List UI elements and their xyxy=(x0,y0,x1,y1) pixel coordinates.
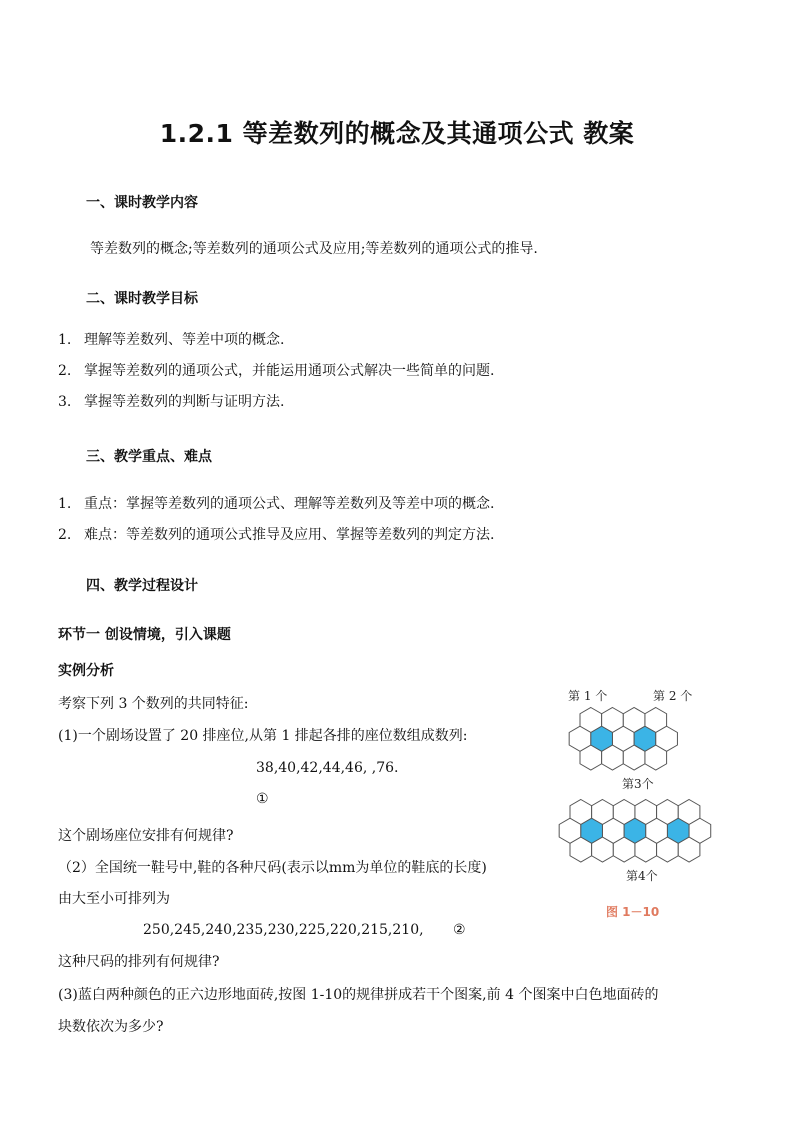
document-title: 1.2.1 等差数列的概念及其通项公式 教案 xyxy=(159,119,635,148)
section-heading-1: 一、课时教学内容 xyxy=(86,195,198,211)
list-item xyxy=(58,495,494,513)
list-text: 难点：等差数列的通项公式推导及应用、掌握等差数列的判定方法. xyxy=(84,527,495,543)
list-number: 3. xyxy=(58,394,72,410)
figure-label-2: 第 2 个 xyxy=(653,689,693,703)
intro-line: 考察下列 3 个数列的共同特征: xyxy=(58,696,249,712)
sequence-2: 250,245,240,235,230,225,220,215,210, xyxy=(143,922,424,938)
list-text: 重点：掌握等差数列的通项公式、理解等差数列及等差中项的概念. xyxy=(84,496,495,512)
figure-label-1: 第 1 个 xyxy=(568,689,608,703)
list-number: 1. xyxy=(58,332,72,348)
list-number: 2. xyxy=(58,363,72,379)
list-number: 2. xyxy=(58,527,72,543)
list-text: 掌握等差数列的通项公式，并能运用通项公式解决一些简单的问题. xyxy=(84,363,495,379)
stage-heading: 环节一 创设情境，引入课题 xyxy=(58,627,231,643)
example-3-line-b: 块数依次为多少? xyxy=(58,1019,164,1035)
example-2-line-a: （2）全国统一鞋号中,鞋的各种尺码(表示以mm为单位的鞋底的长度) xyxy=(58,860,487,876)
list-item xyxy=(58,331,284,349)
section-heading-2: 二、课时教学目标 xyxy=(86,291,198,307)
list-text: 理解等差数列、等差中项的概念. xyxy=(84,332,285,348)
example-1-line: (1)一个剧场设置了 20 排座位,从第 1 排起各排的座位数组成数列: xyxy=(58,728,468,744)
analysis-heading: 实例分析 xyxy=(58,663,114,679)
hexagon-tiles-svg xyxy=(556,684,726,924)
example-3-line-a: (3)蓝白两种颜色的正六边形地面砖,按图 1-10的规律拼成若干个图案,前 4 个图案中白色地面砖的 xyxy=(58,987,659,1003)
list-item xyxy=(58,362,494,380)
sequence-2-mark: ② xyxy=(453,922,466,938)
section-heading-3: 三、教学重点、难点 xyxy=(86,449,212,465)
sequence-1: 38,40,42,44,46, ,76. xyxy=(256,760,399,776)
question-2: 这种尺码的排列有何规律? xyxy=(58,954,220,970)
section-heading-4: 四、教学过程设计 xyxy=(86,578,198,594)
figure-label-3: 第3个 xyxy=(622,777,654,791)
list-item xyxy=(58,393,284,411)
example-2-line-b: 由大至小可排列为 xyxy=(58,891,170,907)
list-number: 1. xyxy=(58,496,72,512)
sequence-1-mark: ① xyxy=(256,791,269,807)
question-1: 这个剧场座位安排有何规律? xyxy=(58,828,234,844)
figure-label-4: 第4个 xyxy=(626,869,658,883)
figure-caption: 图 1－10 xyxy=(606,905,660,919)
list-item xyxy=(58,526,494,544)
list-text: 掌握等差数列的判断与证明方法. xyxy=(84,394,285,410)
hexagon-tile-figure xyxy=(556,684,726,924)
section-1-content: 等差数列的概念;等差数列的通项公式及应用;等差数列的通项公式的推导. xyxy=(90,241,538,257)
